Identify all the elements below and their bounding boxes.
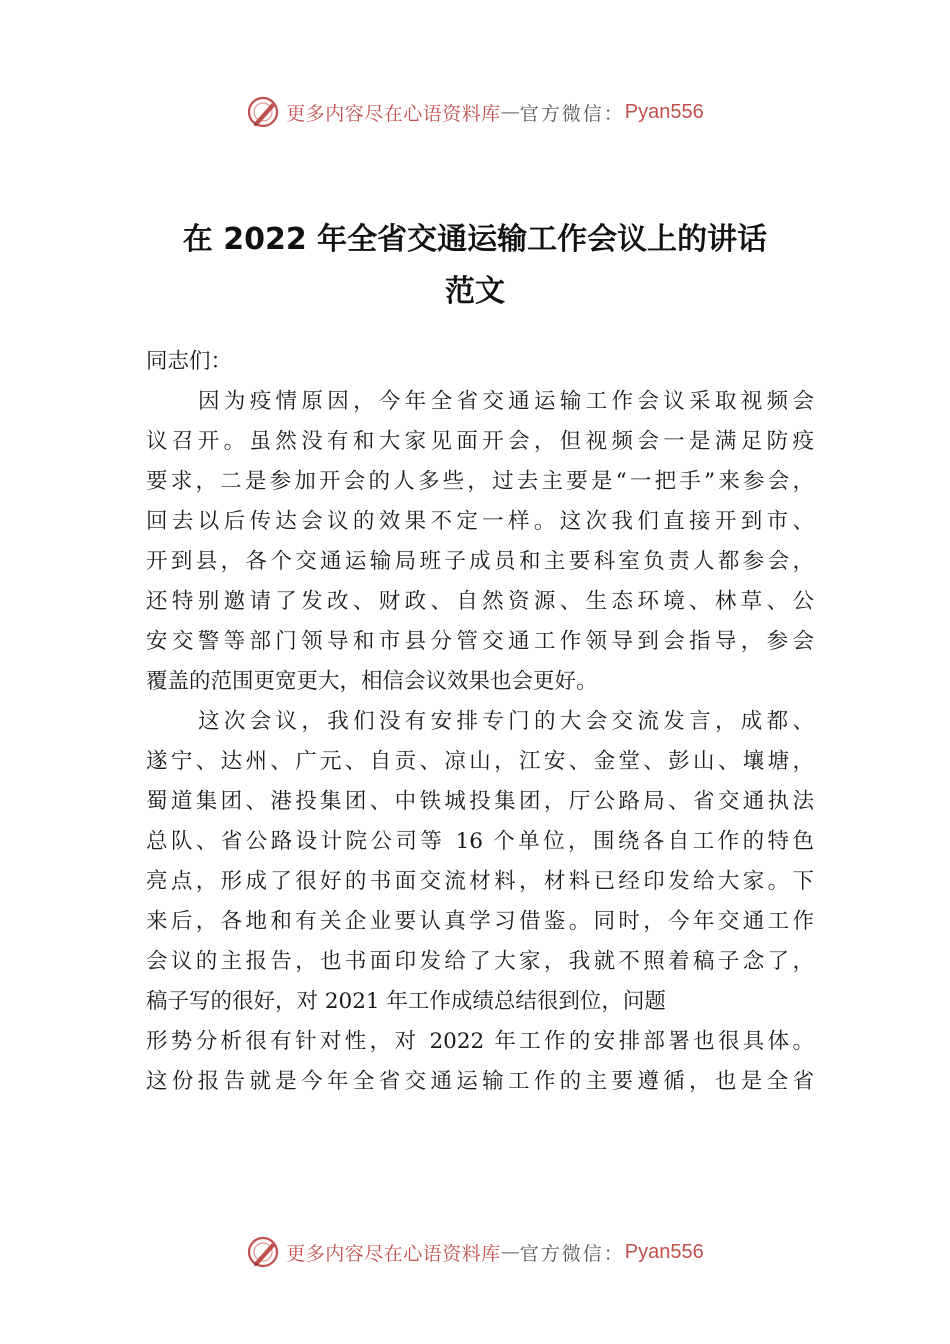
banner-separator: — (500, 101, 520, 123)
salutation: 同志们： (146, 349, 233, 374)
banner-wechat-id: Pyan556 (624, 100, 704, 123)
paragraph-line: 这次会议，我们没有安排专门的大会交流发言，成都、 (198, 709, 814, 734)
paragraph-line: 会议的主报告，也书面印发给了大家，我就不照着稿子念了， (146, 949, 814, 974)
paragraph-line: 覆盖的范围更宽更大，相信会议效果也会更好。 (146, 669, 598, 694)
document-title (120, 214, 830, 318)
paragraph-line: 遂宁、达州、广元、自贡、凉山，江安、金堂、彭山、壤塘， (146, 749, 814, 774)
paragraph-line: 总队、省公路设计院公司等 16 个单位，围绕各自工作的特色 (146, 829, 814, 854)
paragraph-line: 要求，二是参加开会的人多些，过去主要是“一把手”来参会， (146, 469, 814, 494)
paragraph-line: 蜀道集团、港投集团、中铁城投集团，厅公路局、省交通执法 (146, 789, 814, 814)
banner-text: 更多内容尽在心语资料库 (286, 1242, 501, 1265)
header-banner (0, 92, 950, 132)
title-line-2: 范文 (445, 274, 505, 309)
banner-wechat-id: Pyan556 (624, 1240, 704, 1263)
banner-separator: — (500, 1241, 520, 1263)
paragraph-1 (146, 382, 814, 702)
paragraph-line: 安交警等部门领导和市县分管交通工作领导到会指导，参会 (146, 629, 814, 654)
paragraph-line: 开到县，各个交通运输局班子成员和主要科室负责人都参会， (146, 549, 814, 574)
document-body (146, 342, 814, 1102)
title-line-1: 在 2022 年全省交通运输工作会议上的讲话 (182, 222, 768, 257)
pen-seal-logo-icon (246, 95, 280, 129)
paragraph-2 (146, 702, 814, 1102)
paragraph-line: 来后，各地和有关企业要认真学习借鉴。同时，今年交通工作 (146, 909, 814, 934)
pen-seal-logo-icon (246, 1235, 280, 1269)
paragraph-line: 亮点，形成了很好的书面交流材料，材料已经印发给大家。下 (146, 869, 814, 894)
banner-wechat-label: 官方微信： (519, 1242, 625, 1265)
paragraph-line: 这份报告就是今年全省交通运输工作的主要遵循，也是全省 (146, 1069, 814, 1094)
banner-text: 更多内容尽在心语资料库 (286, 102, 501, 125)
footer-banner (0, 1232, 950, 1272)
paragraph-line: 因为疫情原因，今年全省交通运输工作会议采取视频会 (198, 389, 814, 414)
banner-wechat-label: 官方微信： (519, 102, 625, 125)
paragraph-line: 稿子写的很好，对 2021 年工作成绩总结很到位，问题 (146, 989, 666, 1014)
paragraph-line: 形势分析很有针对性，对 2022 年工作的安排部署也很具体。 (146, 1029, 814, 1054)
paragraph-line: 回去以后传达会议的效果不定一样。这次我们直接开到市、 (146, 509, 814, 534)
paragraph-line: 议召开。虽然没有和大家见面开会，但视频会一是满足防疫 (146, 429, 814, 454)
paragraph-line: 还特别邀请了发改、财政、自然资源、生态环境、林草、公 (146, 589, 814, 614)
